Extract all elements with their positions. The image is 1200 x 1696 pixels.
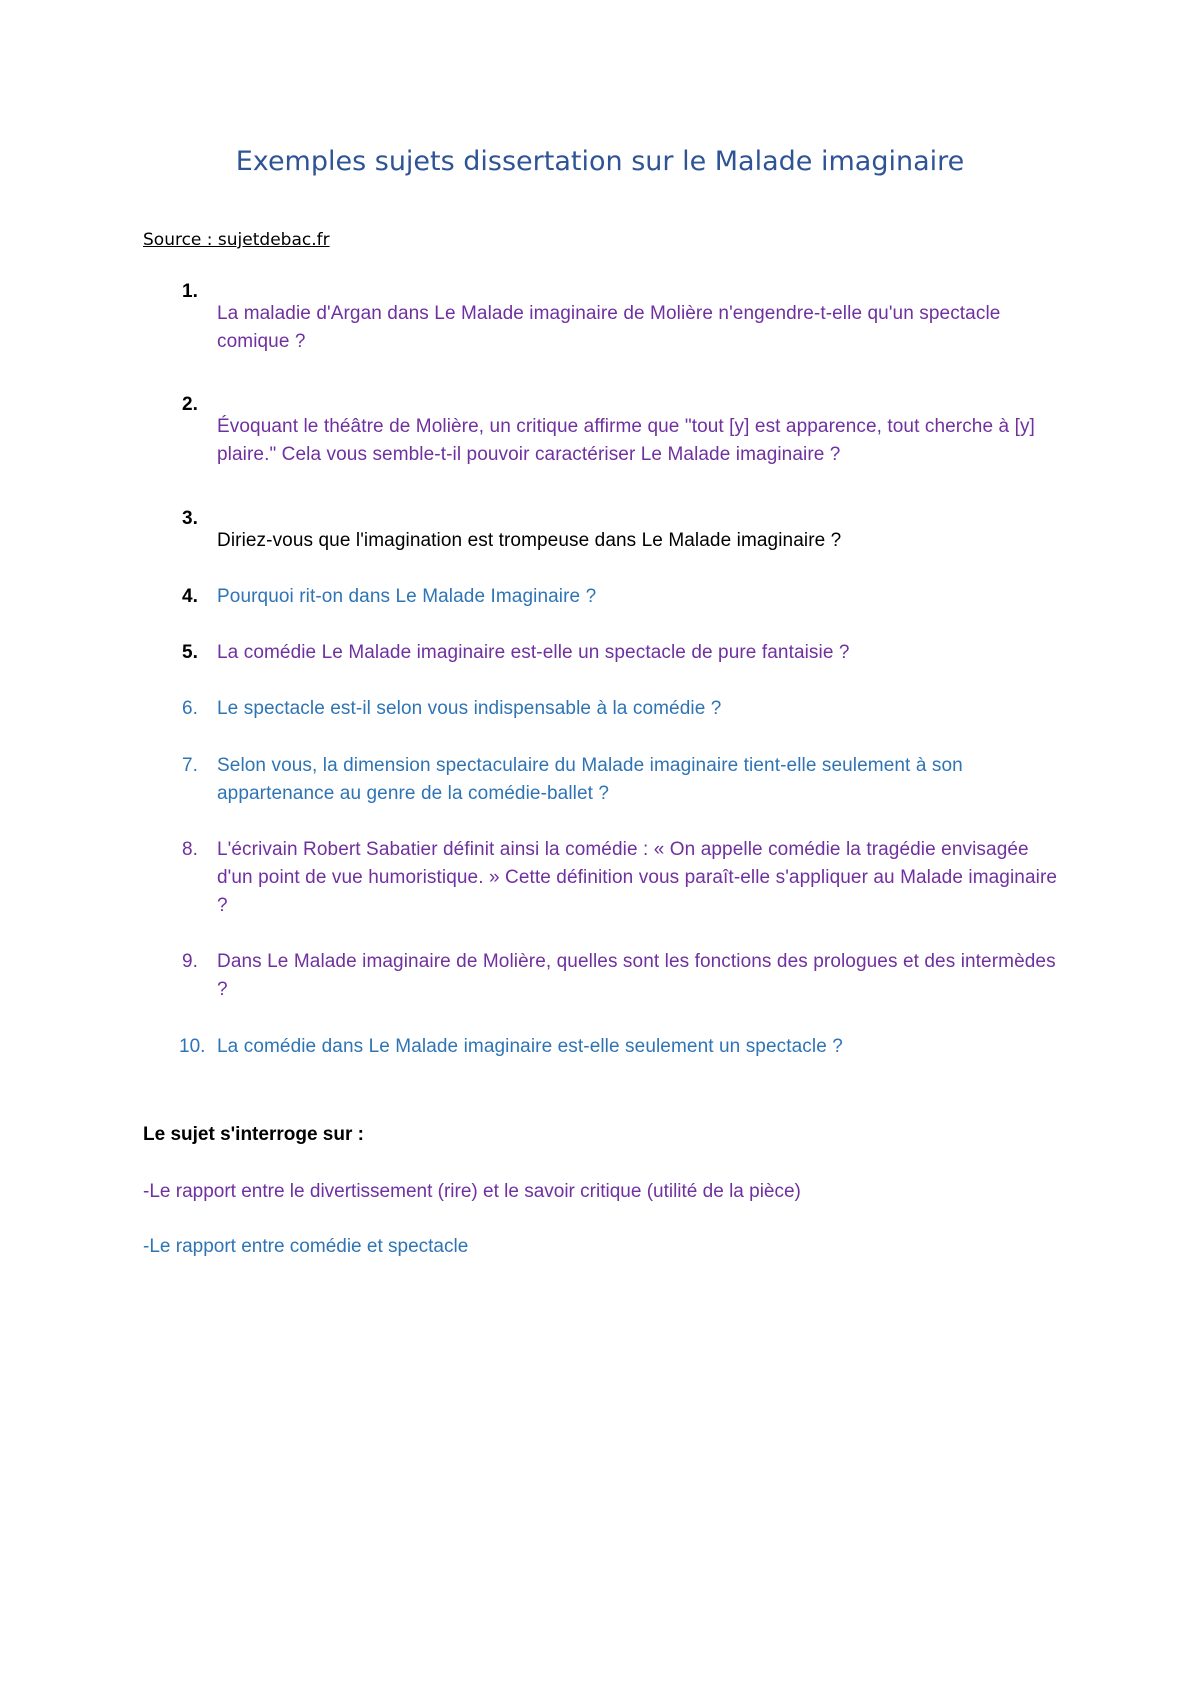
question-text: Évoquant le théâtre de Molière, un critique affirme que "tout [y] est apparence, tout cherche à [y] plaire." Cela vous semble-t-il pouvoir caractériser Le Malade imaginaire ?	[217, 416, 1035, 465]
question-text: Diriez-vous que l'imagination est trompeuse dans Le Malade imaginaire ?	[217, 530, 842, 551]
source-label: Source : sujetdebac.fr	[143, 230, 330, 250]
question-number: 2.	[182, 394, 198, 415]
question-text: La comédie dans Le Malade imaginaire est-elle seulement un spectacle ?	[217, 1036, 843, 1057]
question-number: 1.	[182, 281, 198, 302]
question-number: 8.	[182, 839, 198, 860]
question-text: Dans Le Malade imaginaire de Molière, quelles sont les fonctions des prologues et des intermèdes ?	[217, 951, 1056, 1000]
document-title: Exemples sujets dissertation sur le Malade imaginaire	[235, 146, 965, 177]
question-number: 3.	[182, 508, 198, 529]
question-number: 4.	[182, 586, 198, 607]
question-text: Selon vous, la dimension spectaculaire du Malade imaginaire tient-elle seulement à son appartenance au genre de la comédie-ballet ?	[217, 755, 963, 804]
question-text: Pourquoi rit-on dans Le Malade Imaginaire ?	[217, 586, 597, 607]
question-text: La maladie d'Argan dans Le Malade imaginaire de Molière n'engendre-t-elle qu'un spectacle comique ?	[217, 303, 1001, 352]
question-number: 9.	[182, 951, 198, 972]
question-text: La comédie Le Malade imaginaire est-elle un spectacle de pure fantaisie ?	[217, 642, 850, 663]
question-number: 6.	[182, 698, 198, 719]
summary-point: -Le rapport entre le divertissement (rire) et le savoir critique (utilité de la pièce)	[143, 1181, 801, 1202]
question-number: 7.	[182, 755, 198, 776]
question-number: 5.	[182, 642, 198, 663]
question-number: 10.	[179, 1036, 206, 1057]
question-text: Le spectacle est-il selon vous indispensable à la comédie ?	[217, 698, 722, 719]
summary-point: -Le rapport entre comédie et spectacle	[143, 1236, 469, 1257]
question-text: L'écrivain Robert Sabatier définit ainsi la comédie : « On appelle comédie la tragédie envisagée d'un point de vue humoristique. » Cette définition vous paraît-elle s'appliquer au Malade imaginaire ?	[217, 839, 1058, 916]
summary-heading: Le sujet s'interroge sur :	[143, 1124, 364, 1145]
